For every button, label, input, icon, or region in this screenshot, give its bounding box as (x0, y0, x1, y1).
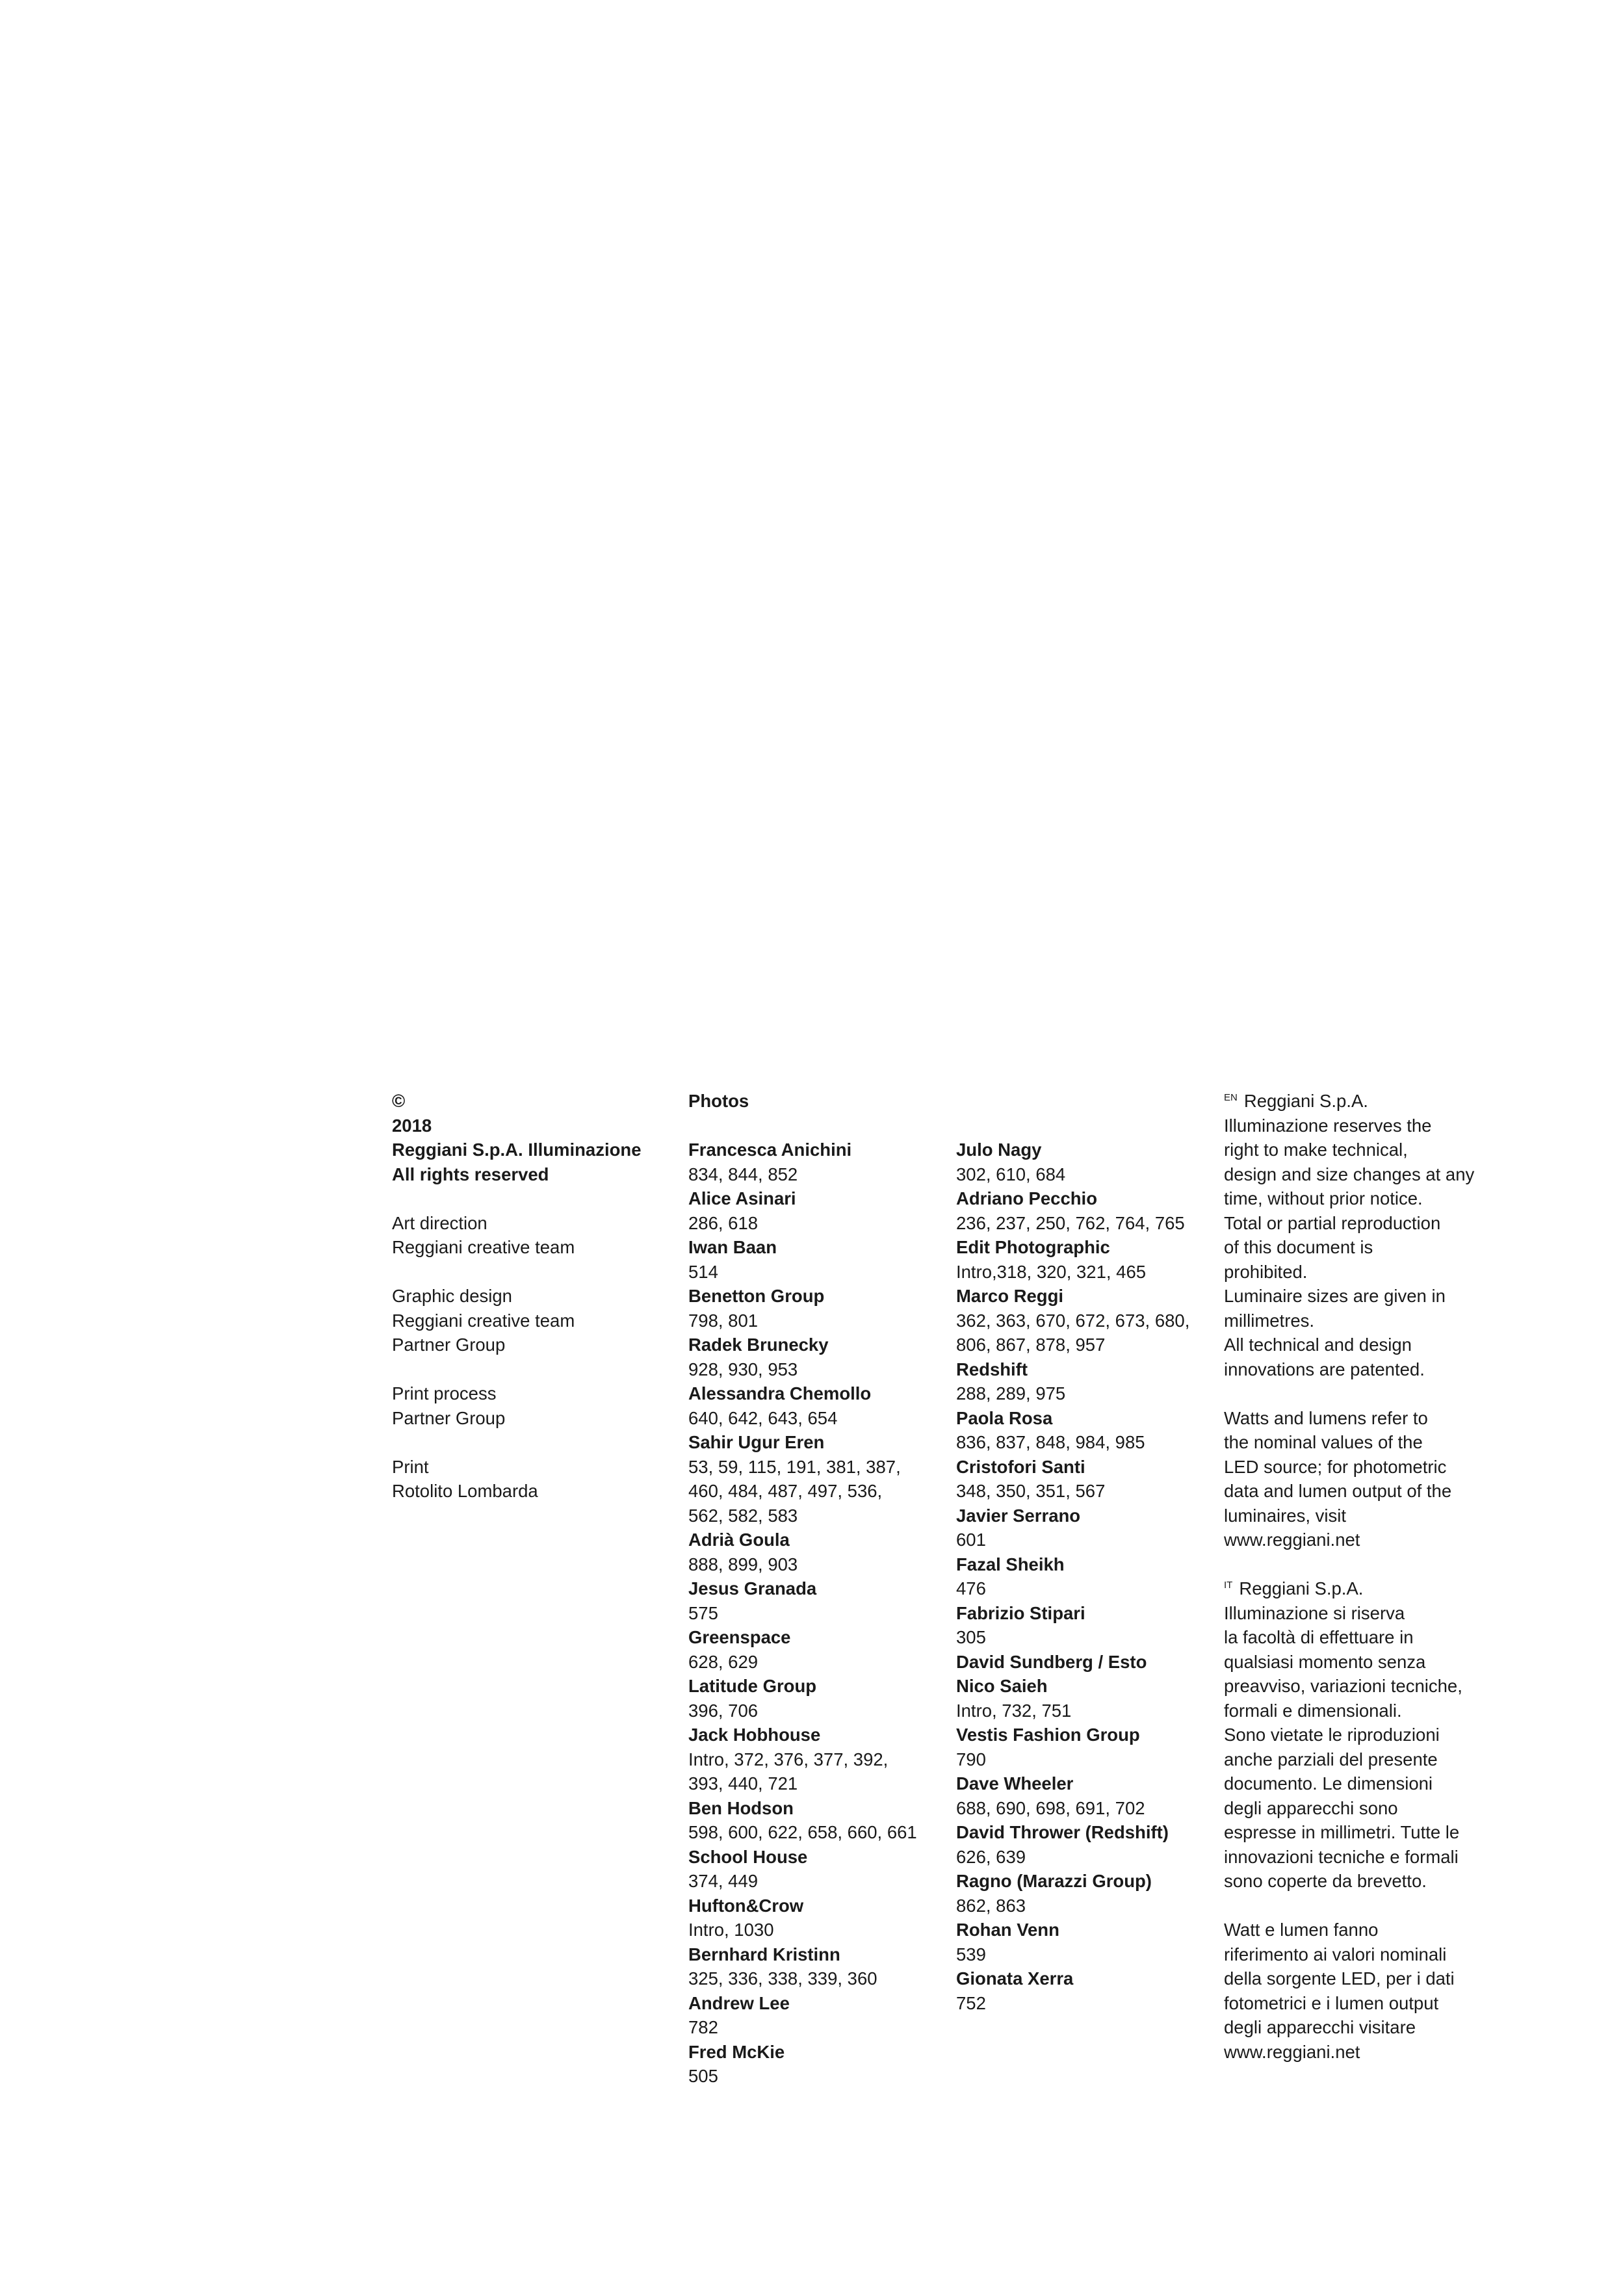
legal-text: www.reggiani.net (1224, 1530, 1360, 1550)
photographer-name: Jack Hobhouse (688, 1725, 821, 1745)
legal-text: degli apparecchi sono (1224, 1797, 1398, 1818)
photo-credit (688, 1942, 948, 1991)
photo-credit (956, 1455, 1216, 1504)
photo-pages: 539 (956, 1944, 986, 1964)
credit-value: Reggiani creative team (392, 1310, 575, 1331)
copyright-year: 2018 (392, 1115, 432, 1136)
photo-credit (688, 2040, 948, 2089)
photo-credit (688, 1723, 948, 1796)
legal-text: la facoltà di effettuare in (1224, 1627, 1414, 1647)
photo-pages: 928, 930, 953 (688, 1359, 798, 1379)
credit-role: Print process (392, 1383, 497, 1403)
legal-line (1224, 1235, 1497, 1260)
photo-pages: 325, 336, 338, 339, 360 (688, 1968, 877, 1989)
photographer-name: Javier Serrano (956, 1505, 1081, 1526)
legal-line (1224, 1089, 1497, 1114)
legal-text: documento. Le dimensioni (1224, 1773, 1433, 1794)
legal-text: Illuminazione si riserva (1224, 1602, 1405, 1623)
photographer-name: Latitude Group (688, 1676, 817, 1696)
legal-line (1224, 1723, 1497, 1747)
credit-role: Print (392, 1456, 429, 1477)
photo-credit (688, 1796, 948, 1845)
photographer-name: Edit Photographic (956, 1237, 1110, 1257)
photographer-name: David Thrower (Redshift) (956, 1822, 1169, 1842)
photographer-name: Ragno (Marazzi Group) (956, 1871, 1152, 1891)
legal-line (1224, 1333, 1497, 1357)
legal-line (1224, 1455, 1497, 1480)
legal-line (1224, 1796, 1497, 1821)
legal-text: time, without prior notice. (1224, 1188, 1423, 1208)
photographer-name: School House (688, 1846, 808, 1867)
photo-pages: 53, 59, 115, 191, 381, 387, (688, 1456, 901, 1477)
photographer-name: Andrew Lee (688, 1992, 790, 2013)
photo-credit (688, 1430, 948, 1528)
photo-credit (688, 1186, 948, 1235)
legal-text: Reggiani S.p.A. (1243, 1091, 1368, 1111)
photographer-name: Bernhard Kristinn (688, 1944, 840, 1964)
photo-pages: 790 (956, 1749, 986, 1769)
legal-text: Watt e lumen fanno (1224, 1920, 1379, 1940)
photo-credit (688, 1138, 948, 1186)
photographer-name: Jesus Granada (688, 1578, 817, 1598)
photographer-name: Sahir Ugur Eren (688, 1432, 825, 1452)
legal-text: riferimento ai valori nominali (1224, 1944, 1447, 1964)
photo-credit (956, 1820, 1216, 1869)
legal-text: of this document is (1224, 1237, 1373, 1257)
credit-value: Rotolito Lombarda (392, 1481, 538, 1501)
legal-line (1224, 1504, 1497, 1528)
photo-credit (688, 1235, 948, 1284)
photo-pages: 348, 350, 351, 567 (956, 1481, 1106, 1501)
legal-line (1224, 1479, 1497, 1504)
photo-pages: 305 (956, 1627, 986, 1647)
photo-pages: Intro,318, 320, 321, 465 (956, 1261, 1147, 1282)
legal-text: espresse in millimetri. Tutte le (1224, 1822, 1460, 1842)
photo-credit (688, 1576, 948, 1625)
photographer-name: Hufton&Crow (688, 1895, 804, 1916)
legal-line (1224, 1430, 1497, 1455)
photographer-name: Paola Rosa (956, 1407, 1053, 1428)
legal-line (1224, 1869, 1497, 1894)
legal-line (1224, 1309, 1497, 1333)
legal-text: Sono vietate le riproduzioni (1224, 1725, 1440, 1745)
legal-line (1224, 1845, 1497, 1870)
photo-credit (956, 1504, 1216, 1552)
legal-line (1224, 1966, 1497, 1991)
photo-pages: 626, 639 (956, 1846, 1026, 1867)
photo-credit (688, 1284, 948, 1333)
legal-text: Luminaire sizes are given in (1224, 1286, 1446, 1306)
legal-column (1224, 1089, 1497, 2064)
spacer (392, 1186, 665, 1211)
photo-pages: 601 (956, 1530, 986, 1550)
photo-pages: 888, 899, 903 (688, 1554, 798, 1574)
legal-line (1224, 1625, 1497, 1650)
photo-credit (956, 1674, 1216, 1723)
legal-line (1224, 2015, 1497, 2040)
legal-line (1224, 2040, 1497, 2065)
photo-credit (956, 1723, 1216, 1771)
legal-text: prohibited. (1224, 1261, 1308, 1282)
photographer-name: Gionata Xerra (956, 1968, 1074, 1989)
photographer-name: Francesca Anichini (688, 1140, 852, 1160)
legal-line (1224, 1650, 1497, 1675)
photo-pages: 514 (688, 1261, 718, 1282)
legal-line (1224, 1114, 1497, 1138)
copyright-symbol: © (392, 1091, 406, 1111)
photo-credit (956, 1601, 1216, 1650)
photo-credit (688, 1625, 948, 1674)
photo-pages: 505 (688, 2066, 718, 2086)
legal-text: Illuminazione reserves the (1224, 1115, 1432, 1136)
photo-pages: 460, 484, 487, 497, 536, (688, 1481, 883, 1501)
photo-pages: 688, 690, 698, 691, 702 (956, 1797, 1145, 1818)
legal-text: Reggiani S.p.A. (1239, 1578, 1364, 1598)
legal-text: design and size changes at any (1224, 1164, 1475, 1184)
legal-text: luminaires, visit (1224, 1505, 1346, 1526)
photographer-name: Radek Brunecky (688, 1335, 829, 1355)
photo-credit (956, 1966, 1216, 2015)
legal-text: www.reggiani.net (1224, 2041, 1360, 2062)
photo-pages: 834, 844, 852 (688, 1164, 798, 1184)
photo-credit (956, 1235, 1216, 1284)
photo-pages: 362, 363, 670, 672, 673, 680, (956, 1310, 1190, 1331)
photo-credit (956, 1406, 1216, 1455)
photo-pages: 476 (956, 1578, 986, 1598)
photographer-name: Fabrizio Stipari (956, 1602, 1085, 1623)
legal-text: anche parziali del presente (1224, 1749, 1438, 1769)
photo-pages: Intro, 1030 (688, 1920, 774, 1940)
photographer-name: Rohan Venn (956, 1920, 1059, 1940)
language-tag: IT (1224, 1579, 1233, 1591)
photo-pages: 798, 801 (688, 1310, 759, 1331)
photo-pages: 562, 582, 583 (688, 1505, 798, 1526)
legal-line (1224, 1528, 1497, 1552)
legal-text: sono coperte da brevetto. (1224, 1871, 1427, 1891)
photo-credits-list-b (956, 1138, 1216, 2015)
spacer (392, 1260, 665, 1285)
photo-credit (688, 1991, 948, 2040)
legal-line (1224, 1942, 1497, 1967)
photo-credits-list-a (688, 1138, 948, 2089)
photographer-name: Nico Saieh (956, 1676, 1048, 1696)
legal-text: preavviso, variazioni tecniche, (1224, 1676, 1462, 1696)
photographer-name: Alice Asinari (688, 1188, 796, 1208)
legal-text: All technical and design (1224, 1335, 1412, 1355)
photo-pages: 288, 289, 975 (956, 1383, 1066, 1403)
legal-text: right to make technical, (1224, 1140, 1408, 1160)
legal-text: Total or partial reproduction (1224, 1212, 1441, 1233)
spacer (688, 1114, 948, 1138)
photo-pages: 286, 618 (688, 1212, 759, 1233)
photo-credit (956, 1771, 1216, 1820)
credit-role: Graphic design (392, 1286, 512, 1306)
legal-line (1224, 1260, 1497, 1285)
legal-text: degli apparecchi visitare (1224, 2017, 1416, 2037)
photographer-name: Redshift (956, 1359, 1028, 1379)
legal-line (1224, 1186, 1497, 1211)
photo-credit (956, 1138, 1216, 1186)
photos-column-a (688, 1089, 948, 2089)
legal-line (1224, 1284, 1497, 1309)
legal-line (1224, 1357, 1497, 1382)
legal-line (1224, 1747, 1497, 1772)
legal-line (1224, 1162, 1497, 1187)
photo-credit (688, 1845, 948, 1894)
photo-pages: 236, 237, 250, 762, 764, 765 (956, 1212, 1185, 1233)
legal-line (1224, 1406, 1497, 1431)
photo-pages: 752 (956, 1992, 986, 2013)
legal-line (1224, 1820, 1497, 1845)
legal-text: innovations are patented. (1224, 1359, 1425, 1379)
photo-pages: 640, 642, 643, 654 (688, 1407, 838, 1428)
photo-pages: 374, 449 (688, 1871, 759, 1891)
legal-line (1224, 1601, 1497, 1626)
photographer-name: Benetton Group (688, 1286, 825, 1306)
spacer (1224, 1381, 1497, 1406)
photographer-name: Julo Nagy (956, 1140, 1042, 1160)
photo-credit (688, 1674, 948, 1723)
photographer-name: David Sundberg / Esto (956, 1651, 1147, 1672)
legal-text: innovazioni tecniche e formali (1224, 1846, 1459, 1867)
credit-value: Partner Group (392, 1407, 506, 1428)
photo-credit (956, 1650, 1216, 1675)
legal-text: LED source; for photometric (1224, 1456, 1447, 1477)
credit-value: Partner Group (392, 1335, 506, 1355)
legal-line (1224, 1211, 1497, 1236)
photographer-name: Dave Wheeler (956, 1773, 1074, 1794)
photographer-name: Adriano Pecchio (956, 1188, 1097, 1208)
legal-text: Watts and lumens refer to (1224, 1407, 1428, 1428)
photo-pages: 302, 610, 684 (956, 1164, 1066, 1184)
photo-pages: 396, 706 (688, 1700, 759, 1721)
photo-pages: 782 (688, 2017, 718, 2037)
legal-text: fotometrici e i lumen output (1224, 1992, 1439, 2013)
photo-credit (956, 1284, 1216, 1357)
legal-notice-en (1224, 1089, 1497, 1552)
photographer-name: Alessandra Chemollo (688, 1383, 872, 1403)
legal-line (1224, 1991, 1497, 2016)
photographer-name: Fred McKie (688, 2041, 785, 2062)
legal-notice-it (1224, 1576, 1497, 2064)
spacer (1224, 1552, 1497, 1577)
spacer (1224, 1894, 1497, 1918)
photo-credit (688, 1894, 948, 1942)
photo-pages: 862, 863 (956, 1895, 1026, 1916)
photo-credit (956, 1357, 1216, 1406)
legal-text: della sorgente LED, per i dati (1224, 1968, 1455, 1989)
photo-credit (956, 1186, 1216, 1235)
photo-pages: 598, 600, 622, 658, 660, 661 (688, 1822, 917, 1842)
photo-pages: Intro, 732, 751 (956, 1700, 1072, 1721)
legal-line (1224, 1138, 1497, 1162)
credit-value: Reggiani creative team (392, 1237, 575, 1257)
photo-pages: 575 (688, 1602, 718, 1623)
legal-text: data and lumen output of the (1224, 1481, 1452, 1501)
legal-text: millimetres. (1224, 1310, 1315, 1331)
photo-credit (956, 1869, 1216, 1918)
photographer-name: Greenspace (688, 1627, 791, 1647)
credits-column (392, 1089, 665, 1504)
legal-text: formali e dimensionali. (1224, 1700, 1402, 1721)
legal-line (1224, 1699, 1497, 1723)
photo-pages: 393, 440, 721 (688, 1773, 798, 1794)
spacer (392, 1430, 665, 1455)
photographer-name: Marco Reggi (956, 1286, 1064, 1306)
legal-line (1224, 1576, 1497, 1601)
photo-pages: 806, 867, 878, 957 (956, 1335, 1106, 1355)
legal-text: the nominal values of the (1224, 1432, 1423, 1452)
photo-credit (688, 1333, 948, 1381)
photos-column-b (956, 1138, 1216, 2015)
photo-credit (956, 1552, 1216, 1601)
photo-pages: 628, 629 (688, 1651, 759, 1672)
photographer-name: Iwan Baan (688, 1237, 777, 1257)
photo-credit (956, 1918, 1216, 1966)
rights-statement: All rights reserved (392, 1164, 549, 1184)
spacer (392, 1357, 665, 1382)
legal-line (1224, 1771, 1497, 1796)
legal-line (1224, 1918, 1497, 1942)
photo-pages: 836, 837, 848, 984, 985 (956, 1432, 1145, 1452)
photographer-name: Ben Hodson (688, 1797, 794, 1818)
photo-pages: Intro, 372, 376, 377, 392, (688, 1749, 889, 1769)
photographer-name: Vestis Fashion Group (956, 1725, 1140, 1745)
photographer-name: Fazal Sheikh (956, 1554, 1065, 1574)
company-name: Reggiani S.p.A. Illuminazione (392, 1140, 642, 1160)
legal-text: qualsiasi momento senza (1224, 1651, 1426, 1672)
photo-credit (688, 1528, 948, 1576)
photographer-name: Adrià Goula (688, 1530, 790, 1550)
photographer-name: Cristofori Santi (956, 1456, 1085, 1477)
photos-heading: Photos (688, 1091, 749, 1111)
credits-sections (392, 1186, 665, 1504)
legal-line (1224, 1674, 1497, 1699)
language-tag: EN (1224, 1091, 1238, 1103)
photo-credit (688, 1381, 948, 1430)
credit-role: Art direction (392, 1212, 487, 1233)
